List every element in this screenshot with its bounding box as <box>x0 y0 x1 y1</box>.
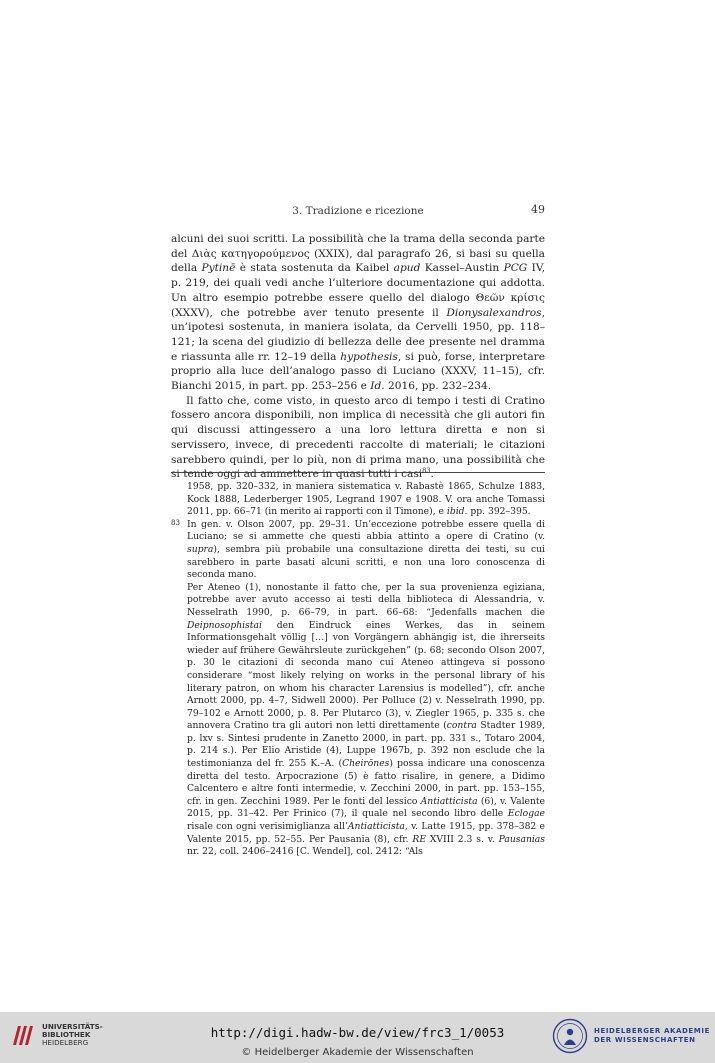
main-text <box>171 232 545 482</box>
university-library-logo-text: UNIVERSITÄTS- BIBLIOTHEK HEIDELBERG <box>42 1022 103 1047</box>
viewer-footer <box>0 1012 715 1063</box>
page-number: 49 <box>531 203 545 216</box>
footnote-83 <box>171 519 545 582</box>
footnote-separator <box>171 472 545 473</box>
footnote-83-text: In gen. v. Olson 2007, pp. 29–31. Un’eccezione potrebbe essere quella di Luciano; se si ammette che questi abbia attinto a opere di Cratino (v. supra), sembra più probabile una consultazione diretta dei testi, su cui sarebbero in parte basati alcuni scritti, e non una loro conoscenza di seconda mano. <box>187 518 545 581</box>
academy-logo[interactable] <box>552 1018 710 1054</box>
main-paragraph-1: alcuni dei suoi scritti. La possibilità che la trama della seconda parte del Διὰς κατηγορούμενος (XXIX), dal paragrafo 26, si basi su quella della Pytinē è stata sostenuta da Kaibel apud Kassel–Austin PCG IV, p. 219, dei quali vedi anche l’ulteriore documentazione qui addotta. Un altro esempio potrebbe essere quello del dialogo Θεῶν κρίσις (XXXV), che potrebbe aver tenuto presente il Dionysalexandros, un’ipotesi sostenuta, in maniera isolata, da Cervelli 1950, pp. 118–121; la scena del giudizio di bellezza delle dee presente nel dramma e riassunta alle rr. 12–19 della hypothesis, si può, forse, interpretare proprio alla luce dell’analogo passo di Luciano (XXXV, 11–15), cfr. Bianchi 2015, in part. pp. 253–256 e Id. 2016, pp. 232–234. <box>171 233 546 393</box>
running-head: 3. Tradizione e ricezione <box>292 205 424 217</box>
main-paragraph-2: Il fatto che, come visto, in questo arco di tempo i testi di Cratino fossero ancora disponibili, non implica di necessità che gli autori fin qui discussi attingessero a una loro lettura diretta e non si servissero, invece, di precedenti raccolte di materiali; le citazioni sarebbero quindi, per lo più, non di prima mano, una possibilità che si tende oggi ad ammettere in quasi tutti i casi$^{83}$. <box>171 394 545 481</box>
copyright-notice: © Heidelberger Akademie der Wissenschaften <box>241 1047 474 1058</box>
footnote-number: 83 <box>171 518 180 527</box>
footnote-continuation: 1958, pp. 320–332, in maniera sistematica v. Rabastè 1865, Schulze 1883, Kock 1888, Lederberger 1905, Legrand 1907 e 1908. V. ora anche Tomassi 2011, pp. 66–71 (in merito ai rapporti con il Timone), e ibid. pp. 392–395. <box>187 481 545 518</box>
permalink-url[interactable]: http://digi.hadw-bw.de/view/frc3_1/0053 <box>210 1025 505 1040</box>
footnote-83-continuation: Per Ateneo (1), nonostante il fatto che, per la sua provenienza egiziana, potrebbe aver avuto accesso ai testi della biblioteca di Alessandria, v. Nesselrath 1990, p. 66–79, in part. 66–68: “Jedenfalls machen die Deipnosophistai den Eindruck eines Werkes, das in seinem Informationsgehalt völlig […] von Vorgängern abhängig ist, die ihrerseits wieder auf frühere Gewährsleute zurückgehen” (p. 68; secondo Olson 2007, p. 30 le citazioni di seconda mano cui Ateneo attingeva si possono considerare “most likely relying on works in the personal library of his literary patron, on whom his character Larensius is modelled”), cfr. anche Arnott 2000, pp. 4–7, Sidwell 2000). Per Polluce (2) v. Nesselrath 1990, pp. 79–102 e Arnott 2000, p. 8. Per Plutarco (3), v. Ziegler 1965, p. 335 s. che annovera Cratino tra gli autori non letti direttamente (contra Stadter 1989, p. lxv s. Sintesi prudente in Zanetto 2000, in part. pp. 331 s., Totaro 2004, p. 214 s.). Per Elio Aristide (4), Luppe 1967b, p. 392 non esclude che la testimonianza del fr. 255 K.–A. (Cheirōnes) possa indicare una conoscenza diretta del testo. Arpocrazione (5) è fatto risalire, in genere, a Didimo Calcentero e altre fonti intermedie, v. Zecchini 2000, in part. pp. 153–155, cfr. in gen. Zecchini 1989. Per le fonti del lessico Antiatticista (6), v. Valente 2015, pp. 31–42. Per Frinico (7), il quale nel secondo libro delle Eclogae risale con ogni verisimiglianza all’Antiatticista, v. Latte 1915, pp. 378–382 e Valente 2015, pp. 52–55. Per Pausania (8), cfr. RE XVIII 2.3 s. v. Pausanias nr. 22, coll. 2406–2416 [C. Wendel], col. 2412: “Als <box>187 581 545 858</box>
footnotes <box>171 481 545 859</box>
academy-logo-text: HEIDELBERGER AKADEMIE DER WISSENSCHAFTEN <box>594 1027 710 1044</box>
hadw-seal-icon <box>552 1018 588 1054</box>
